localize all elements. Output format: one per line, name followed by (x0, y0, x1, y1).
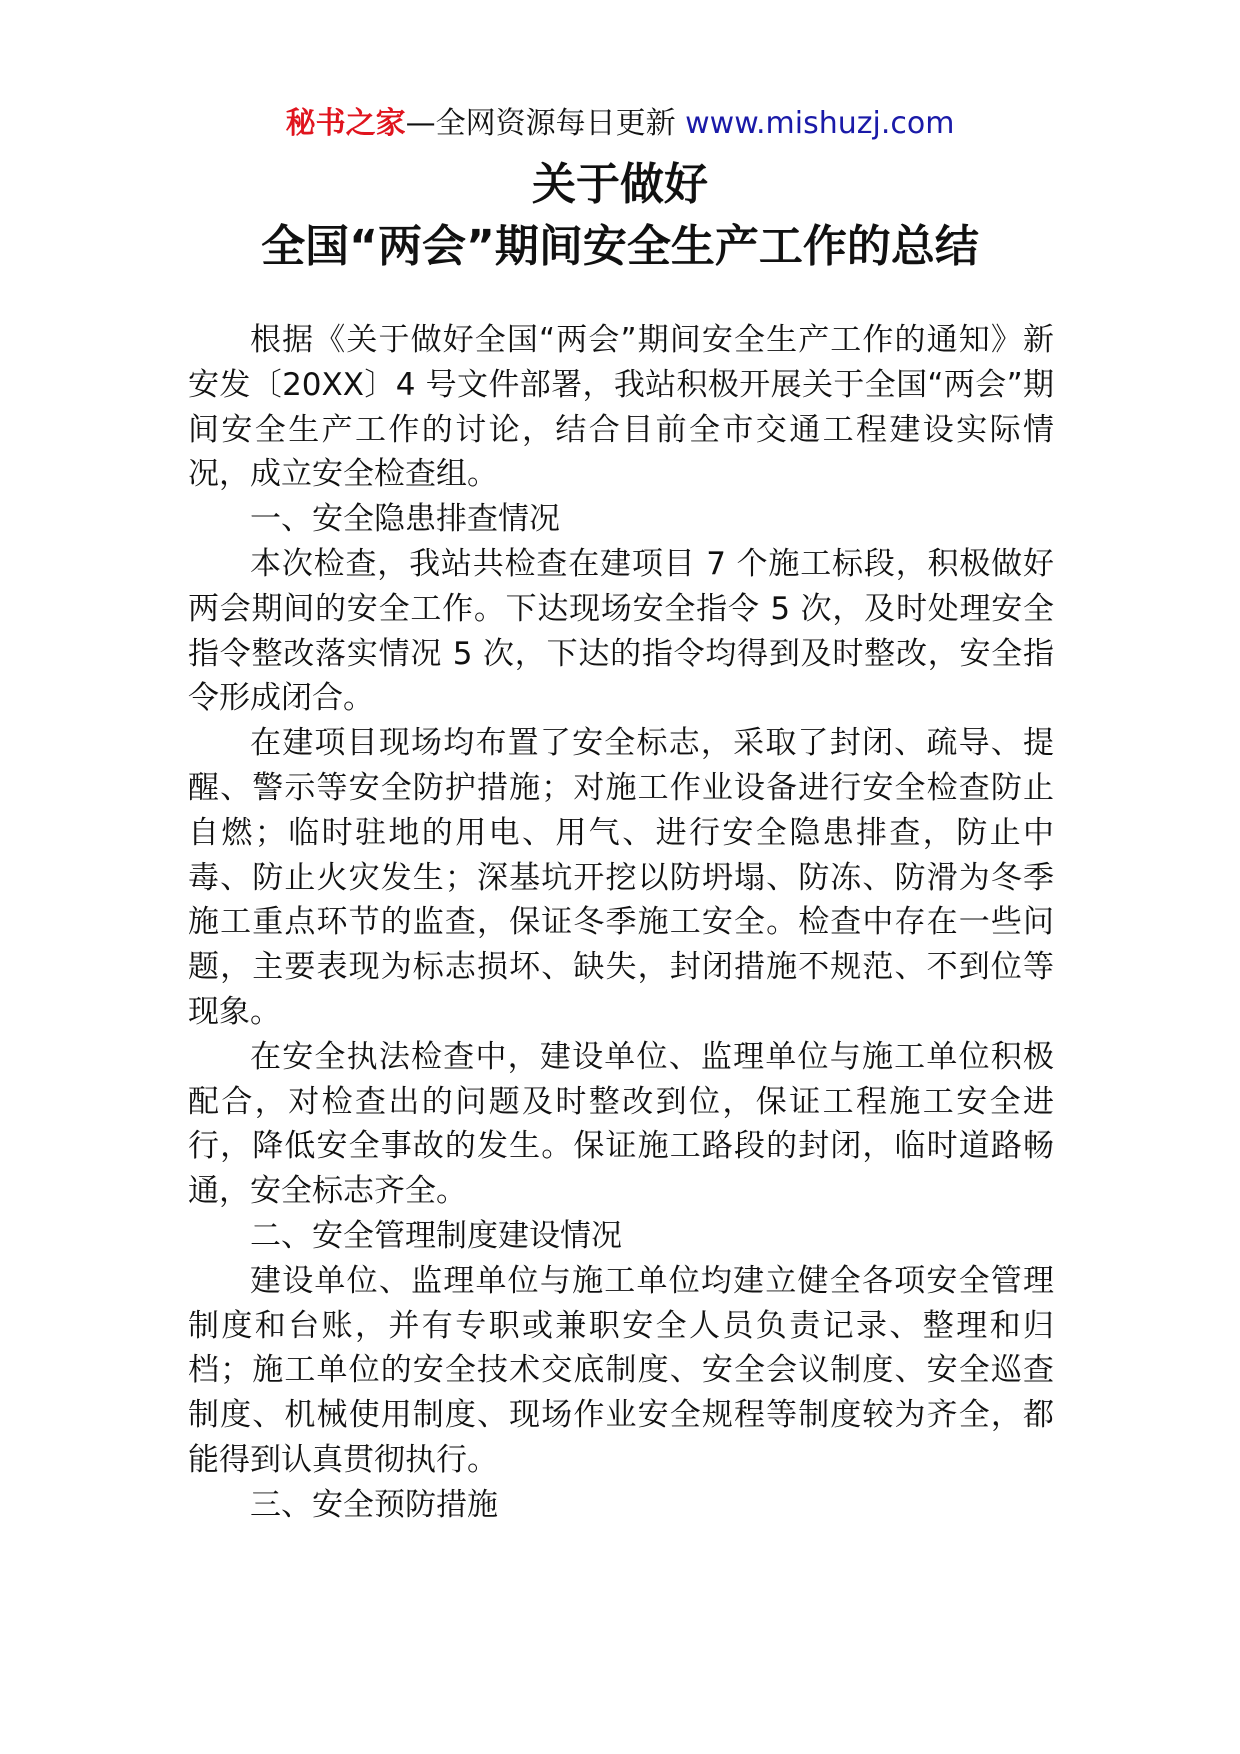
header-slogan: —全网资源每日更新 (405, 106, 676, 141)
document-body (188, 318, 1054, 1528)
document-title-line-1: 关于做好 (532, 159, 708, 210)
site-url-link[interactable]: www.mishuzj.com (685, 106, 955, 141)
paragraph-enforcement: 在安全执法检查中，建设单位、监理单位与施工单位积极配合，对检查出的问题及时整改到位，保证工程施工安全进行，降低安全事故的发生。保证施工路段的封闭，临时道路畅通，安全标志齐全。 (188, 1038, 1054, 1210)
paragraph-intro: 根据《关于做好全国“两会”期间安全生产工作的通知》新安发〔20XX〕4 号文件部署，我站积极开展关于全国“两会”期间安全生产工作的讨论，结合目前全市交通工程建设实际情况，成立安全检查组。 (188, 322, 1054, 493)
paragraph-safety-measures: 在建项目现场均布置了安全标志，采取了封闭、疏导、提醒、警示等安全防护措施；对施工作业设备进行安全检查防止自燃；临时驻地的用电、用气、进行安全隐患排查，防止中毒、防止火灾发生；深基坑开挖以防坍塌、防冻、防滑为冬季施工重点环节的监查，保证冬季施工安全。检查中存在一些问题，主要表现为标志损坏、缺失，封闭措施不规范、不到位等现象。 (188, 725, 1054, 1030)
section-heading-1: 一、安全隐患排查情况 (250, 501, 560, 538)
site-header (0, 100, 1240, 148)
section-heading-3: 三、安全预防措施 (250, 1486, 498, 1523)
brand-name: 秘书之家 (285, 106, 406, 141)
document-title-line-2: 全国“两会”期间安全生产工作的总结 (261, 221, 979, 272)
paragraph-management-system: 建设单位、监理单位与施工单位均建立健全各项安全管理制度和台账，并有专职或兼职安全人员负责记录、整理和归档；施工单位的安全技术交底制度、安全会议制度、安全巡查制度、机械使用制度、现场作业安全规程等制度较为齐全，都能得到认真贯彻执行。 (188, 1262, 1054, 1478)
section-heading-2: 二、安全管理制度建设情况 (250, 1217, 622, 1254)
paragraph-inspection: 本次检查，我站共检查在建项目 7 个施工标段，积极做好两会期间的安全工作。下达现场安全指令 5 次，及时处理安全指令整改落实情况 5 次，下达的指令均得到及时整改，安全指令形成闭合。 (188, 545, 1054, 717)
